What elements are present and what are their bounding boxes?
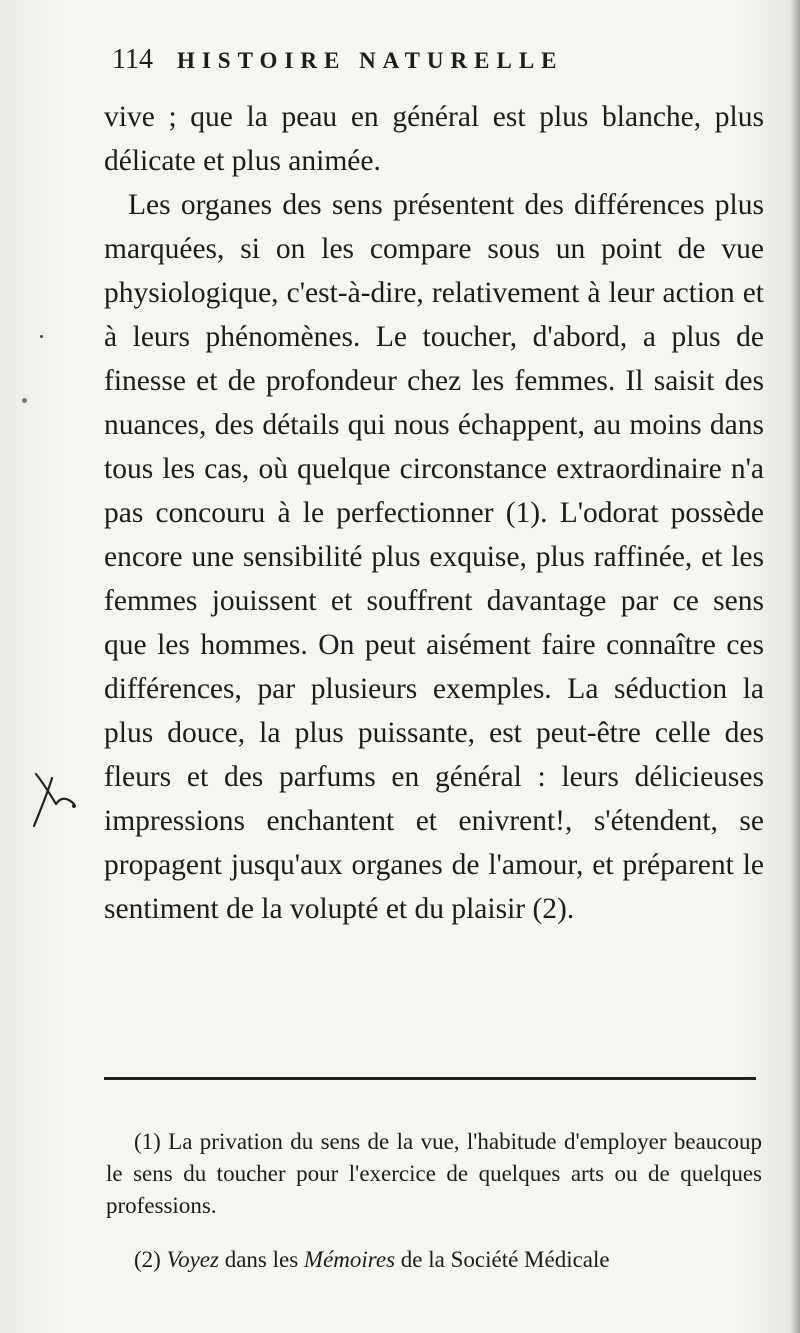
footnote-2-marker: (2)	[134, 1247, 161, 1272]
footnote-2-suffix: de la Société Médicale	[400, 1247, 610, 1272]
margin-speck	[22, 398, 27, 403]
body-text	[104, 95, 764, 931]
handwritten-margin-mark-icon	[30, 770, 78, 830]
footnotes	[106, 1126, 762, 1298]
page-edge-shadow	[790, 0, 800, 1333]
page-number: 114	[112, 44, 153, 75]
footnote-1: (1) La privation du sens de la vue, l'habitude d'employer beaucoup le sens du toucher pour l'exercice de quelques arts ou de quelques professions.	[106, 1129, 762, 1218]
running-title: HISTOIRE NATURELLE	[176, 48, 564, 73]
paragraph-1: vive ; que la peau en général est plus blanche, plus délicate et plus animée.	[104, 101, 764, 177]
footnote-2-memoires: Mémoires	[303, 1247, 396, 1272]
footnote-2-mid: dans les	[224, 1247, 299, 1272]
footnote-2-voyez: Voyez	[166, 1247, 219, 1272]
paragraph-2: Les organes des sens présentent des différences plus marquées, si on les compare sous un point de vue physiologique, c'est-à-dire, relativement à leur action et à leurs phénomènes. Le toucher, d'abord, a plus de finesse et de profondeur chez les femmes. Il saisit des nuances, des détails qui nous échappent, au moins dans tous les cas, où quelque circonstance extraordinaire n'a pas concouru à le perfectionner (1). L'odorat possède encore une sensibilité plus exquise, plus raffinée, et les femmes jouissent et souffrent davantage par ce sens que les hommes. On peut aisément faire connaître ces différences, par plusieurs exemples. La séduction la plus douce, la plus puissante, est peut-être celle des fleurs et des parfums en général : leurs délicieuses impressions enchantent et enivrent!, s'étendent, se propagent jusqu'aux organes de l'amour, et préparent le sentiment de la volupté et du plaisir (2).	[104, 189, 764, 925]
page-header	[112, 44, 672, 84]
footnote-2	[106, 1244, 762, 1276]
margin-speck	[40, 335, 43, 338]
footnote-rule	[104, 1077, 756, 1080]
